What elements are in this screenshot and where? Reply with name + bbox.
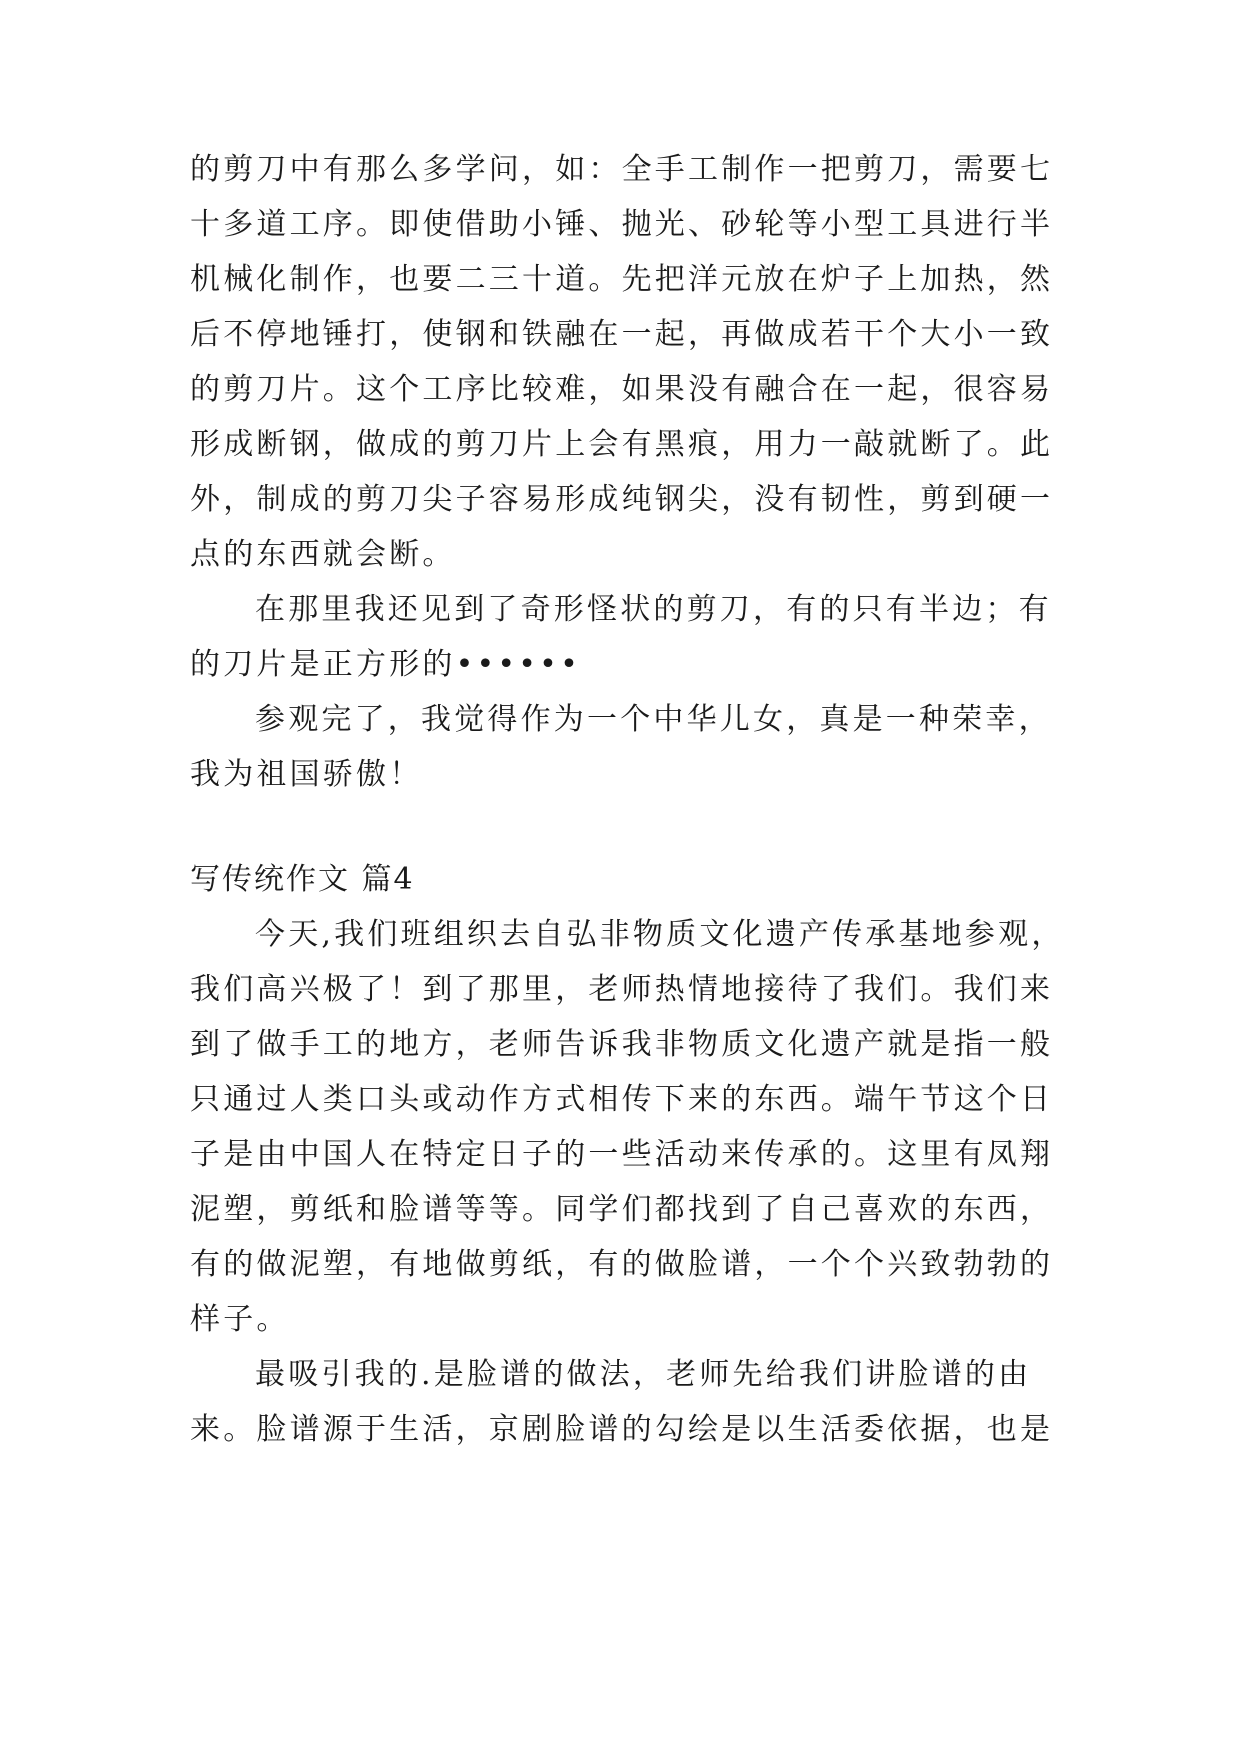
paragraph-line: 我们高兴极了！到了那里，老师热情地接待了我们。我们来 xyxy=(190,972,1054,1007)
paragraph-line: 泥塑，剪纸和脸谱等等。同学们都找到了自己喜欢的东西， xyxy=(190,1192,1054,1227)
paragraph-line: 点的东西就会断。 xyxy=(190,537,456,572)
paragraph-line: 十多道工序。即使借助小锤、抛光、砂轮等小型工具进行半 xyxy=(190,207,1054,242)
paragraph-line: 的剪刀片。这个工序比较难，如果没有融合在一起，很容易 xyxy=(190,372,1054,407)
paragraph-line: 机械化制作，也要二三十道。先把洋元放在炉子上加热，然 xyxy=(190,262,1054,297)
paragraph-line: 有的做泥塑，有地做剪纸，有的做脸谱，一个个兴致勃勃的 xyxy=(190,1247,1054,1282)
paragraph-line: 后不停地锤打，使钢和铁融在一起，再做成若干个大小一致 xyxy=(190,317,1054,352)
paragraph-line: 最吸引我的.是脸谱的做法，老师先给我们讲脸谱的由 xyxy=(255,1357,1032,1392)
paragraph-line: 样子。 xyxy=(190,1302,290,1337)
paragraph-line: 参观完了，我觉得作为一个中华儿女，真是一种荣幸， xyxy=(255,702,1052,737)
paragraph-line: 外，制成的剪刀尖子容易形成纯钢尖，没有韧性，剪到硬一 xyxy=(190,482,1054,517)
paragraph-line: 我为祖国骄傲！ xyxy=(190,757,423,792)
paragraph-line: 只通过人类口头或动作方式相传下来的东西。端午节这个日 xyxy=(190,1082,1054,1117)
paragraph-line: 子是由中国人在特定日子的一些活动来传承的。这里有凤翔 xyxy=(190,1137,1054,1172)
paragraph-line: 形成断钢，做成的剪刀片上会有黑痕，用力一敲就断了。此 xyxy=(190,427,1054,462)
paragraph-line: 在那里我还见到了奇形怪状的剪刀，有的只有半边；有 xyxy=(255,592,1052,627)
paragraph-line: 来。脸谱源于生活，京剧脸谱的勾绘是以生活委依据，也是 xyxy=(190,1412,1054,1447)
section-heading: 写传统作文 篇4 xyxy=(190,862,415,897)
paragraph-line: 今天,我们班组织去自弘非物质文化遗产传承基地参观， xyxy=(255,917,1065,952)
paragraph-line: 的剪刀中有那么多学问，如：全手工制作一把剪刀，需要七 xyxy=(190,152,1054,187)
paragraph-line: 的刀片是正方形的•••••• xyxy=(190,647,581,682)
paragraph-line: 到了做手工的地方，老师告诉我非物质文化遗产就是指一般 xyxy=(190,1027,1054,1062)
